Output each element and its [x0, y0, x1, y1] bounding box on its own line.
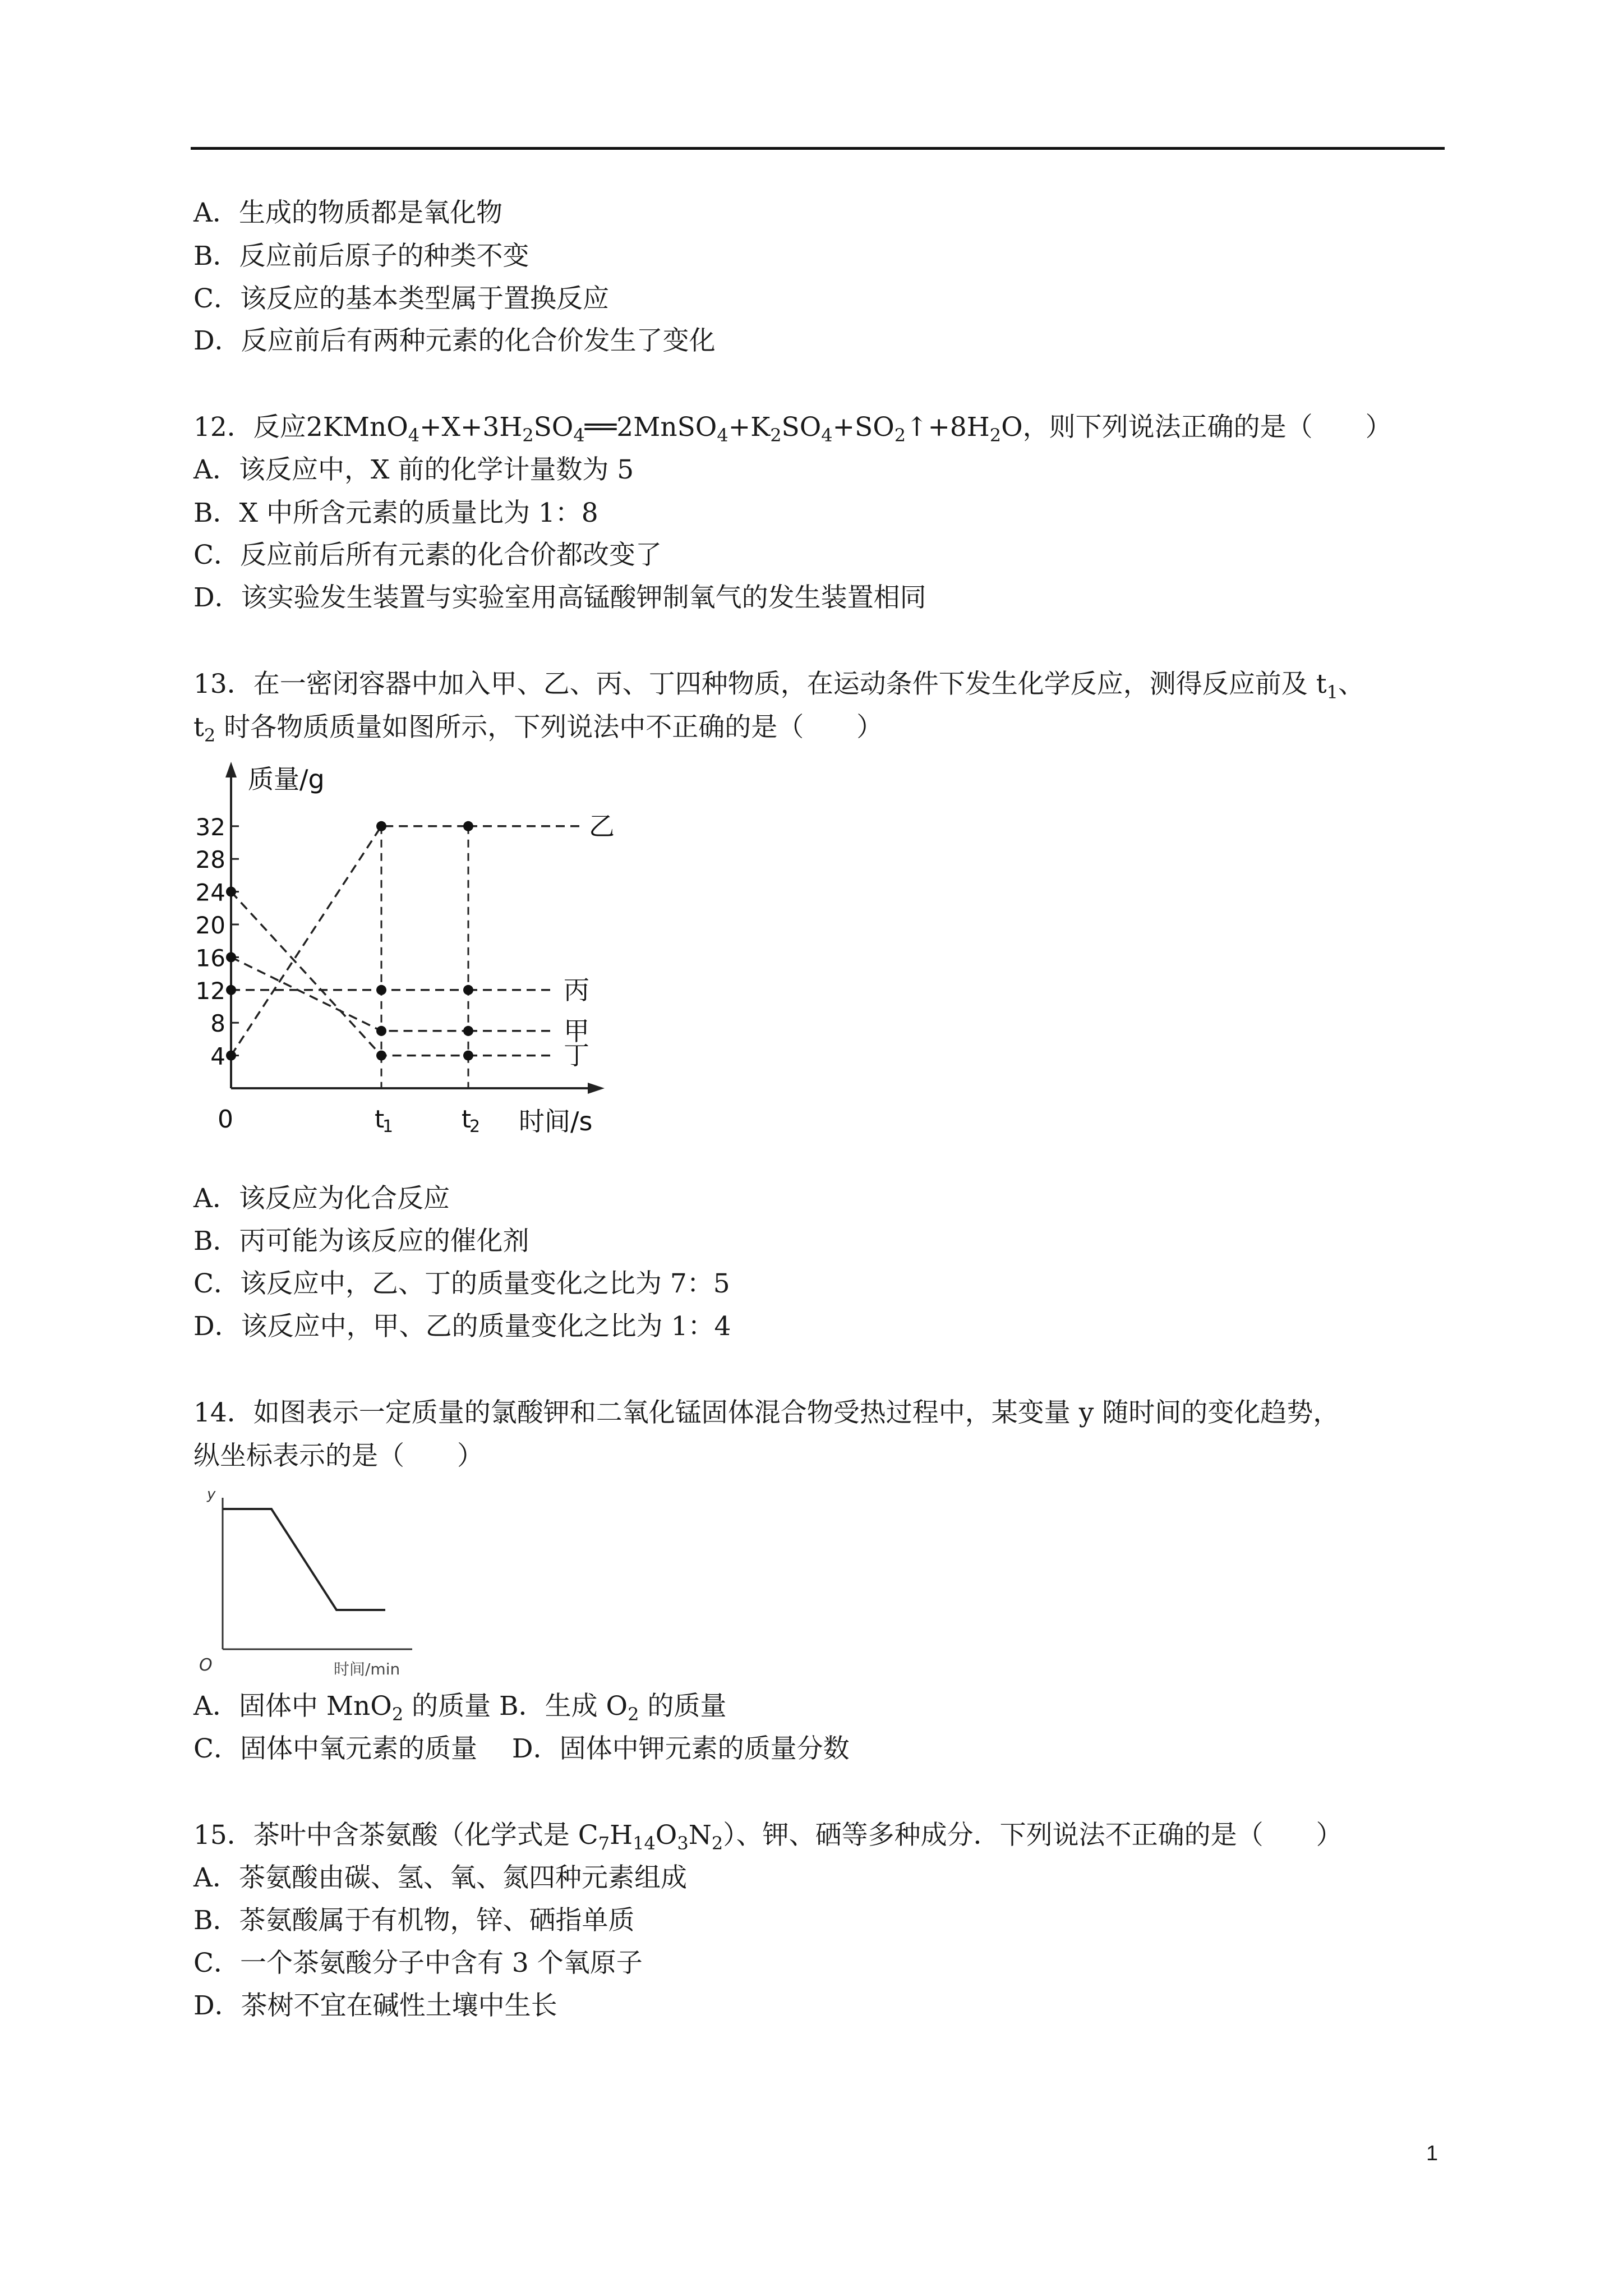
q12-option-c: C．反应前后所有元素的化合价都改变了 — [193, 540, 662, 570]
q11-option-a: A．生成的物质都是氧化物 — [193, 197, 502, 228]
x-axis-arrow — [588, 1083, 605, 1094]
q14-text: 的质量 B．生成 O — [403, 1691, 628, 1722]
origin-label: O — [199, 1655, 213, 1675]
eq-part: +K — [728, 412, 771, 443]
y-tick-label: 4 — [210, 1042, 225, 1070]
q13-stem-line1 — [193, 668, 1364, 709]
data-point — [376, 1026, 386, 1036]
y-axis-label: y — [207, 1486, 216, 1503]
x-tick-label-sub: 2 — [469, 1117, 481, 1137]
mass-time-chart — [191, 757, 628, 1184]
eq-sub: 4 — [717, 425, 728, 446]
data-point — [376, 985, 386, 995]
q13-option-d: D．该反应中，甲、乙的质量变化之比为 1：4 — [193, 1311, 731, 1342]
q15-option-a: A．茶氨酸由碳、氢、氧、氮四种元素组成 — [193, 1862, 687, 1893]
x-tick-label: t — [375, 1105, 385, 1134]
y-tick-label: 28 — [195, 846, 225, 874]
series-label: 丙 — [564, 974, 589, 1005]
q12-option-b: B．X 中所含元素的质量比为 1：8 — [193, 498, 598, 528]
x-axis-label: 时间/min — [334, 1660, 400, 1678]
q15-stem — [193, 1819, 1343, 1860]
eq-sub: 2 — [522, 425, 534, 446]
header-rule — [191, 147, 1445, 150]
q13-option-c: C．该反应中，乙、丁的质量变化之比为 7：5 — [193, 1268, 730, 1299]
data-point — [463, 985, 473, 995]
q14-stem-line1: 14．如图表示一定质量的氯酸钾和二氧化锰固体混合物受热过程中，某变量 y 随时间的变化趋势， — [193, 1397, 1340, 1428]
eq-part: SO — [781, 412, 822, 443]
y-tick-label: 16 — [195, 944, 225, 972]
q15-sub: 3 — [677, 1833, 689, 1854]
y-tick-label: 32 — [195, 813, 225, 841]
q15-text: 15．茶叶中含茶氨酸（化学式是 C — [193, 1820, 598, 1851]
eq-sub: 2 — [989, 425, 1002, 446]
q13-text: 时各物质质量如图所示，下列说法中不正确的是（ ） — [215, 712, 883, 743]
q14-option-ab — [193, 1690, 726, 1731]
eq-part: O，则下列说法正确的是（ ） — [1001, 412, 1392, 443]
q13-sub: 1 — [1326, 682, 1338, 703]
data-point — [376, 821, 386, 831]
eq-part: SO — [533, 412, 574, 443]
q14-option-cd: C．固体中氧元素的质量 D．固体中钾元素的质量分数 — [193, 1733, 850, 1764]
y-time-chart — [193, 1481, 429, 1694]
eq-part: +X+3H — [419, 412, 523, 443]
q14-stem-line2: 纵坐标表示的是（ ） — [193, 1441, 483, 1471]
q13-text: t — [193, 712, 204, 743]
data-point — [376, 1051, 386, 1061]
q12-number: 12．反应 — [193, 412, 306, 443]
q12-option-d: D．该实验发生装置与实验室用高锰酸钾制氧气的发生装置相同 — [193, 582, 926, 613]
q15-sub: 14 — [633, 1833, 656, 1854]
eq-part: ↑+8H — [906, 412, 990, 443]
data-point — [463, 1026, 473, 1036]
eq-sub: 2 — [894, 425, 906, 446]
data-point — [226, 887, 236, 897]
data-point — [226, 985, 236, 995]
series-line-甲 — [231, 957, 468, 1030]
q15-option-d: D．茶树不宜在碱性土壤中生长 — [193, 1990, 557, 2021]
q13-stem-line2 — [193, 711, 883, 752]
y-axis-label: 质量/g — [248, 764, 325, 794]
q15-text: ）、钾、硒等多种成分．下列说法不正确的是（ ） — [723, 1820, 1343, 1851]
q14-sub: 2 — [391, 1704, 404, 1725]
q13-option-a: A．该反应为化合反应 — [193, 1183, 450, 1214]
y-tick-label: 8 — [210, 1010, 225, 1038]
y-tick-label: 24 — [195, 878, 225, 907]
data-point — [463, 821, 473, 831]
y-tick-label: 12 — [195, 977, 225, 1005]
eq-sub: 4 — [821, 425, 833, 446]
q12-option-a: A．该反应中，X 前的化学计量数为 5 — [193, 454, 634, 485]
series-label: 丁 — [564, 1040, 589, 1071]
q15-text: O — [655, 1820, 677, 1851]
q15-text: H — [610, 1820, 633, 1851]
y-tick-label: 20 — [195, 912, 225, 939]
eq-part: +SO — [832, 412, 895, 443]
q13-option-b: B．丙可能为该反应的催化剂 — [193, 1226, 529, 1257]
eq-part: 2KMnO — [306, 412, 408, 443]
q15-option-c: C．一个茶氨酸分子中含有 3 个氧原子 — [193, 1948, 643, 1978]
eq-sub: 4 — [408, 425, 420, 446]
page-number: 1 — [1426, 2142, 1438, 2165]
q12-stem — [193, 411, 1392, 452]
q11-option-b: B．反应前后原子的种类不变 — [193, 241, 529, 272]
q14-sub: 2 — [628, 1704, 639, 1725]
curve — [223, 1509, 385, 1610]
q11-option-c: C．该反应的基本类型属于置换反应 — [193, 283, 609, 314]
q13-text: 13．在一密闭容器中加入甲、乙、丙、丁四种物质，在运动条件下发生化学反应，测得反应前及 t — [193, 669, 1327, 700]
eq-sub: 2 — [770, 425, 782, 446]
q13-text: 、 — [1338, 669, 1364, 700]
q14-text: A．固体中 MnO — [193, 1691, 392, 1722]
series-label: 乙 — [589, 811, 615, 841]
q11-option-d: D．反应前后有两种元素的化合价发生了变化 — [193, 325, 716, 356]
x-axis-label: 时间/s — [519, 1106, 593, 1137]
q13-sub: 2 — [204, 725, 216, 746]
x-tick-label-sub: 1 — [382, 1117, 394, 1137]
data-point — [226, 952, 236, 962]
q15-option-b: B．茶氨酸属于有机物，锌、硒指单质 — [193, 1905, 635, 1936]
q15-text: N — [688, 1820, 712, 1851]
q15-sub: 7 — [598, 1833, 610, 1854]
q14-text: 的质量 — [639, 1691, 727, 1722]
eq-part: ══2MnSO — [584, 412, 717, 443]
series-label: 甲 — [564, 1015, 589, 1046]
eq-sub: 4 — [573, 425, 585, 446]
x-tick-label: 0 — [218, 1105, 233, 1134]
data-point — [463, 1051, 473, 1061]
y-axis-arrow — [225, 762, 237, 777]
q15-sub: 2 — [711, 1833, 723, 1854]
data-point — [226, 1051, 236, 1061]
x-tick-label: t — [462, 1105, 472, 1134]
